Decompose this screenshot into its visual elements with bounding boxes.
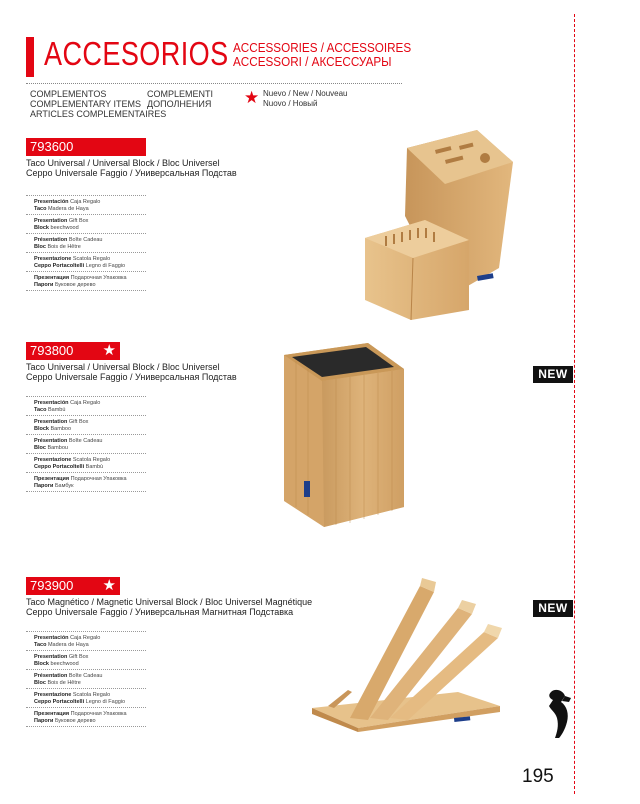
new-star-icon: ★: [102, 342, 116, 359]
product-code: 793800: [30, 343, 74, 358]
presentation-row: Presentación Caja Regalo Taco Madera de Haya: [26, 631, 146, 650]
product-name-line-2: Ceppo Universale Faggio / Универсальная Подстав: [26, 372, 237, 382]
presentation-row: Presentación Caja Regalo Taco Madera de Haya: [26, 195, 146, 214]
presentation-row: Presentazione Scatola Regalo Ceppo Portacoltelli Legno di Faggio: [26, 688, 146, 707]
category-item: ARTICLES COMPLEMENTAIRES: [30, 109, 167, 119]
presentation-list: [26, 396, 146, 492]
product-code: 793600: [30, 139, 74, 154]
category-item: COMPLEMENTOS: [30, 89, 107, 99]
header-divider: [26, 83, 402, 84]
subtitle-line-1: ACCESSORIES / ACCESSOIRES: [233, 40, 412, 55]
page-number: 195: [522, 766, 554, 787]
product-image-magnetic-block: [308, 578, 504, 732]
categories-right: [147, 89, 213, 109]
category-item: ДОПОЛНЕНИЯ: [147, 99, 212, 109]
new-star-icon: ★: [102, 577, 116, 594]
product-code-badge: [26, 342, 120, 360]
presentation-row: Presentación Caja Regalo Taco Bambú: [26, 396, 146, 415]
presentation-end-rule: [26, 491, 146, 492]
product-name: [26, 158, 237, 178]
presentation-row: Presentation Gift Box Block beechwood: [26, 650, 146, 669]
legend-line-2: Nuovo / Новый: [263, 99, 318, 108]
presentation-list: [26, 195, 146, 291]
presentation-row: Presentazione Scatola Regalo Ceppo Portacoltelli Bambù: [26, 453, 146, 472]
product-name: [26, 597, 312, 617]
presentation-list: [26, 631, 146, 727]
category-item: COMPLEMENTI: [147, 89, 214, 99]
product-code-badge: [26, 138, 146, 156]
categories-left: [30, 89, 166, 119]
page-title: ACCESORIOS: [44, 35, 229, 72]
product-name: [26, 362, 237, 382]
presentation-row: Présentation Boîte Cadeau Bloc Bois de Hêtre: [26, 233, 146, 252]
product-name-line-1: Taco Universal / Universal Block / Bloc Universel: [26, 362, 220, 372]
presentation-row: Презентация Подарочная Упаковка Пароги Буковое дерево: [26, 271, 146, 290]
presentation-end-rule: [26, 290, 146, 291]
presentation-row: Презентация Подарочная Упаковка Пароги Буковое дерево: [26, 707, 146, 726]
new-badge: NEW: [533, 366, 573, 383]
product-name-line-2: Ceppo Universale Faggio / Универсальная Подстав: [26, 168, 237, 178]
product-name-line-1: Taco Universal / Universal Block / Bloc Universel: [26, 158, 220, 168]
product-image-bamboo-block: [270, 341, 410, 529]
product-image-wooden-block: [365, 128, 525, 320]
page-subtitle: [233, 41, 411, 69]
new-legend: [263, 89, 348, 109]
presentation-row: Presentation Gift Box Block beechwood: [26, 214, 146, 233]
product-name-line-2: Ceppo Universale Faggio / Универсальная Магнитная Подставка: [26, 607, 294, 617]
legend-line-1: Nuevo / New / Nouveau: [263, 89, 348, 98]
presentation-row: Presentazione Scatola Regalo Ceppo Portacoltelli Legno di Faggio: [26, 252, 146, 271]
margin-divider: [574, 14, 575, 794]
corkscrew-icon: [545, 688, 573, 740]
product-code-badge: [26, 577, 120, 595]
category-item: COMPLEMENTARY ITEMS: [30, 99, 142, 109]
presentation-row: Présentation Boîte Cadeau Bloc Bambou: [26, 434, 146, 453]
presentation-row: Презентация Подарочная Упаковка Пароги Бамбук: [26, 472, 146, 491]
presentation-row: Presentation Gift Box Block Bamboo: [26, 415, 146, 434]
subtitle-line-2: ACCESSORI / АКСЕССУАРЫ: [233, 54, 392, 69]
product-name-line-1: Taco Magnético / Magnetic Universal Block / Bloc Universel Magnétique: [26, 597, 313, 607]
header-accent-bar: [26, 37, 34, 77]
presentation-row: Présentation Boîte Cadeau Bloc Bois de Hêtre: [26, 669, 146, 688]
new-badge: NEW: [533, 600, 573, 617]
presentation-end-rule: [26, 726, 146, 727]
new-star-icon: ★: [244, 88, 260, 107]
product-code: 793900: [30, 578, 74, 593]
